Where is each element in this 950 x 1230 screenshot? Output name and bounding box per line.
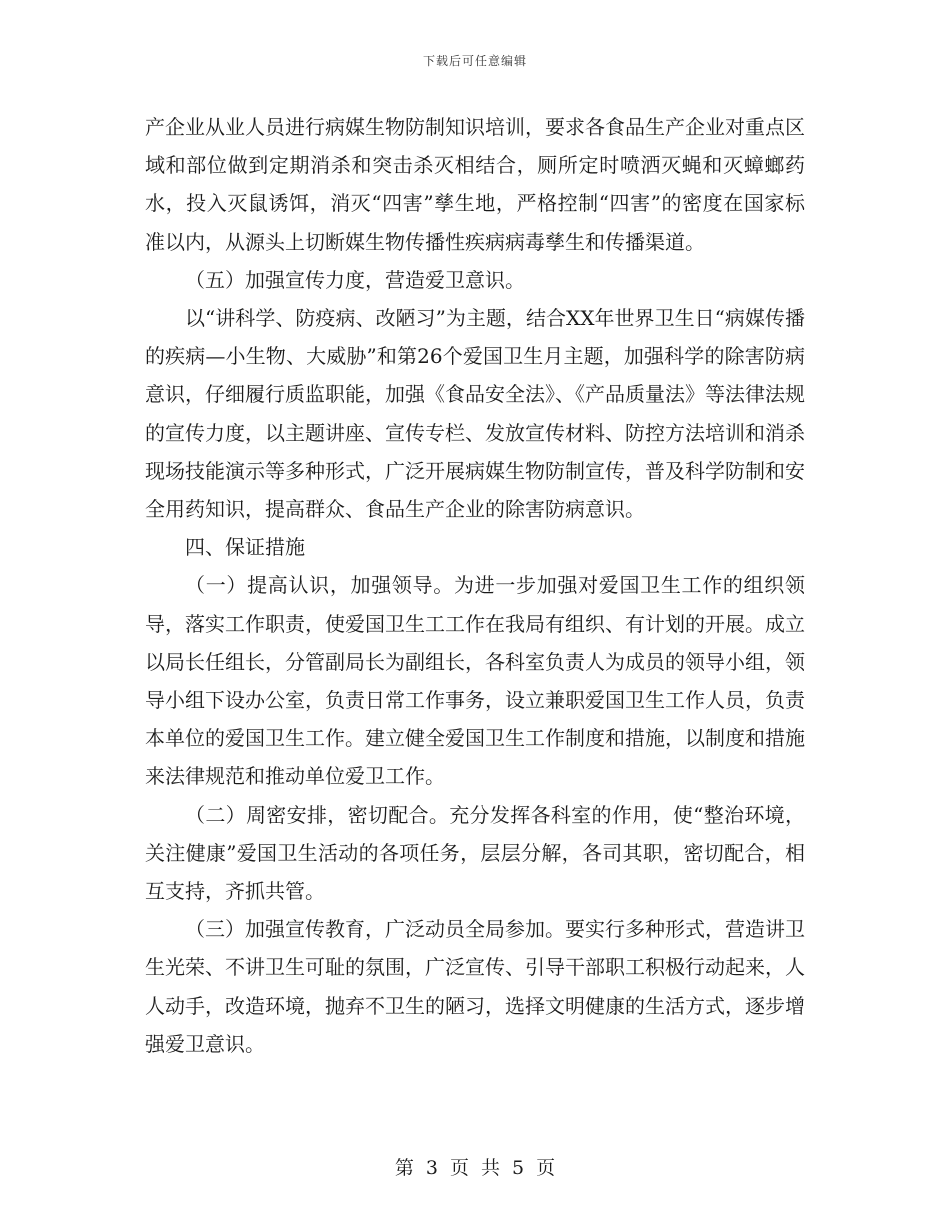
paragraph-leadership: （一）提高认识，加强领导。为进一步加强对爱国卫生工作的组织领导，落实工作职责，使爱国卫生工工作在我局有组织、有计划的开展。成立以局长任组长，分管副局长为副组长，各科室负责人为成员的领导小组，领导小组下设办公室，负责日常工作事务，设立兼职爱国卫生工作人员，负责本单位的爱国卫生工作。建立健全爱国卫生工作制度和措施，以制度和措施来法律规范和推动单位爱卫工作。	[145, 573, 805, 789]
paragraph-publicity: 以“讲科学、防疫病、改陋习”为主题，结合XX年世界卫生日“病媒传播的疾病—小生物、大威胁”和第26个爱国卫生月主题，加强科学的除害防病意识，仔细履行质监职能，加强《食品安全法》、《产品质量法》等法律法规的宣传力度，以主题讲座、宣传专栏、发放宣传材料、防控方法培训和消杀现场技能演示等多种形式，广泛开展病媒生物防制宣传，普及科学防制和安全用药知识，提高群众、食品生产企业的除害防病意识。	[145, 306, 805, 522]
document-body	[145, 108, 805, 1063]
section-heading-five: （五）加强宣传力度，营造爱卫意识。	[185, 267, 525, 292]
page-header: 下载后可任意编辑	[422, 54, 527, 68]
paragraph-education: （三）加强宣传教育，广泛动员全局参加。要实行多种形式，营造讲卫生光荣、不讲卫生可耻的氛围，广泛宣传、引导干部职工积极行动起来，人人动手，改造环境，抛弃不卫生的陋习，选择文明健康的生活方式，逐步增强爱卫意识。	[145, 917, 805, 1056]
paragraph-continuation: 产企业从业人员进行病媒生物防制知识培训，要求各食品生产企业对重点区域和部位做到定期消杀和突击杀灭相结合，厕所定时喷洒灭蝇和灭蟑螂药水，投入灭鼠诱饵，消灭“四害”孳生地，严格控制“四害”的密度在国家标准以内，从源头上切断媒生物传播性疾病病毒孳生和传播渠道。	[145, 115, 805, 254]
page-number-footer: 第 3 页 共 5 页	[394, 1157, 556, 1179]
section-heading-four: 四、保证措施	[185, 535, 305, 560]
paragraph-coordination: （二）周密安排，密切配合。充分发挥各科室的作用，使“整治环境，关注健康”爱国卫生活动的各项任务，层层分解，各司其职，密切配合，相互支持，齐抓共管。	[145, 802, 805, 904]
